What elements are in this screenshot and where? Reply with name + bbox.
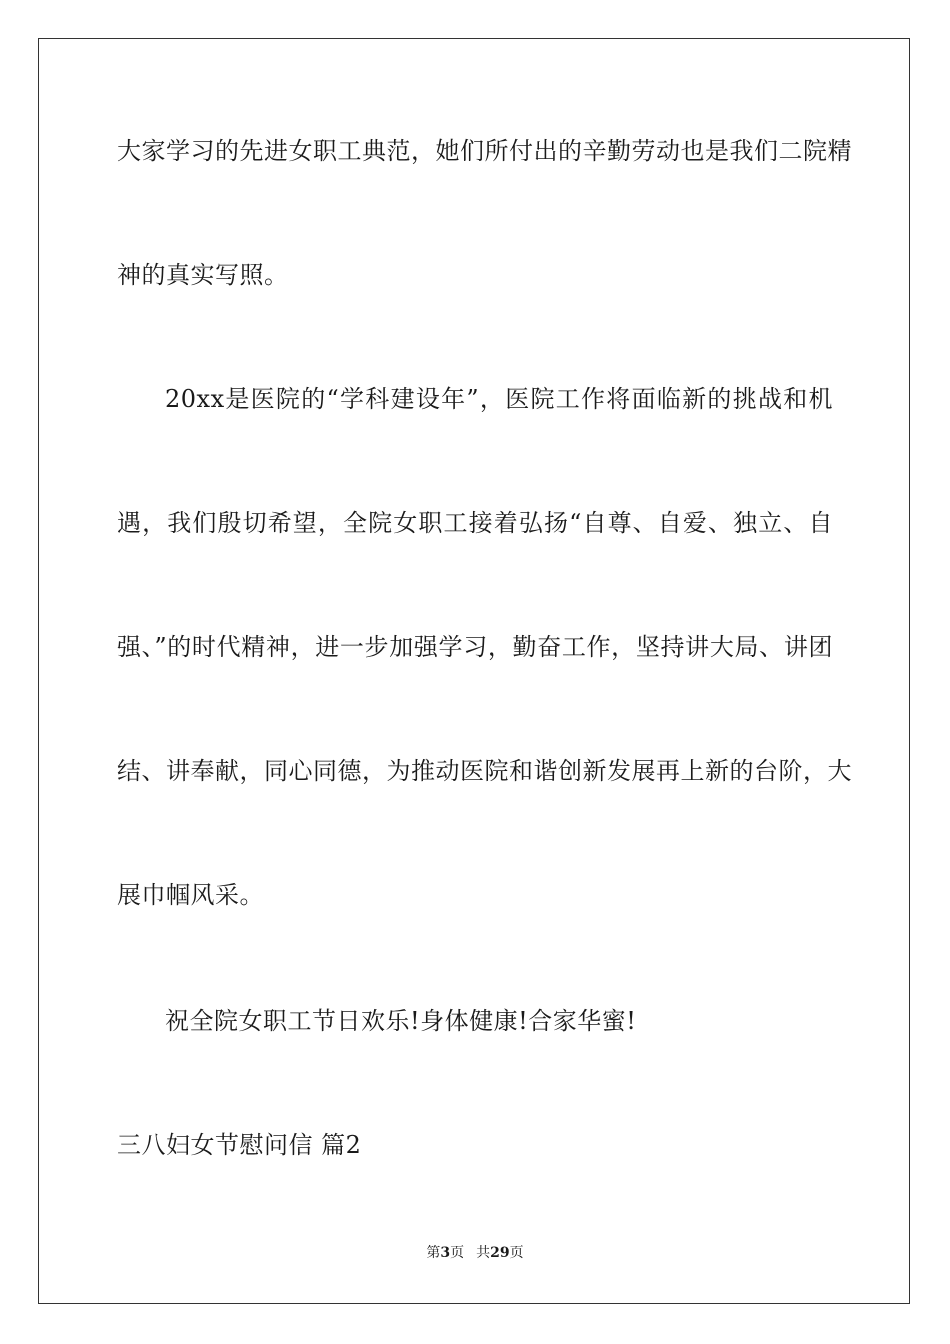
body-line-2: 神的真实写照。 <box>117 261 289 289</box>
section-heading: 三八妇女节慰问信 篇2 <box>117 1131 362 1159</box>
page-footer <box>0 1244 950 1262</box>
closing-wish: 祝全院女职工节日欢乐!身体健康!合家华蜜! <box>165 1007 637 1035</box>
footer-page-suffix: 页 <box>450 1245 465 1261</box>
footer-total-suffix: 页 <box>509 1245 524 1261</box>
footer-total-pages: 29 <box>490 1245 510 1261</box>
footer-page-prefix: 第 <box>426 1245 441 1261</box>
page-border <box>38 38 910 1304</box>
body-line-4: 遇，我们殷切希望，全院女职工接着弘扬“自尊、自爱、独立、自 <box>117 509 833 537</box>
body-line-5: 强、”的时代精神，进一步加强学习，勤奋工作，坚持讲大局、讲团 <box>117 633 833 661</box>
body-line-1: 大家学习的先进女职工典范，她们所付出的辛勤劳动也是我们二院精 <box>117 137 852 165</box>
body-line-3: 20xx是医院的“学科建设年”，医院工作将面临新的挑战和机 <box>165 385 833 413</box>
body-line-7: 展巾帼风采。 <box>117 881 264 909</box>
footer-total-prefix: 共 <box>476 1245 491 1261</box>
footer-page-number: 3 <box>440 1245 451 1261</box>
body-line-6: 结、讲奉献，同心同德，为推动医院和谐创新发展再上新的台阶，大 <box>117 757 852 785</box>
